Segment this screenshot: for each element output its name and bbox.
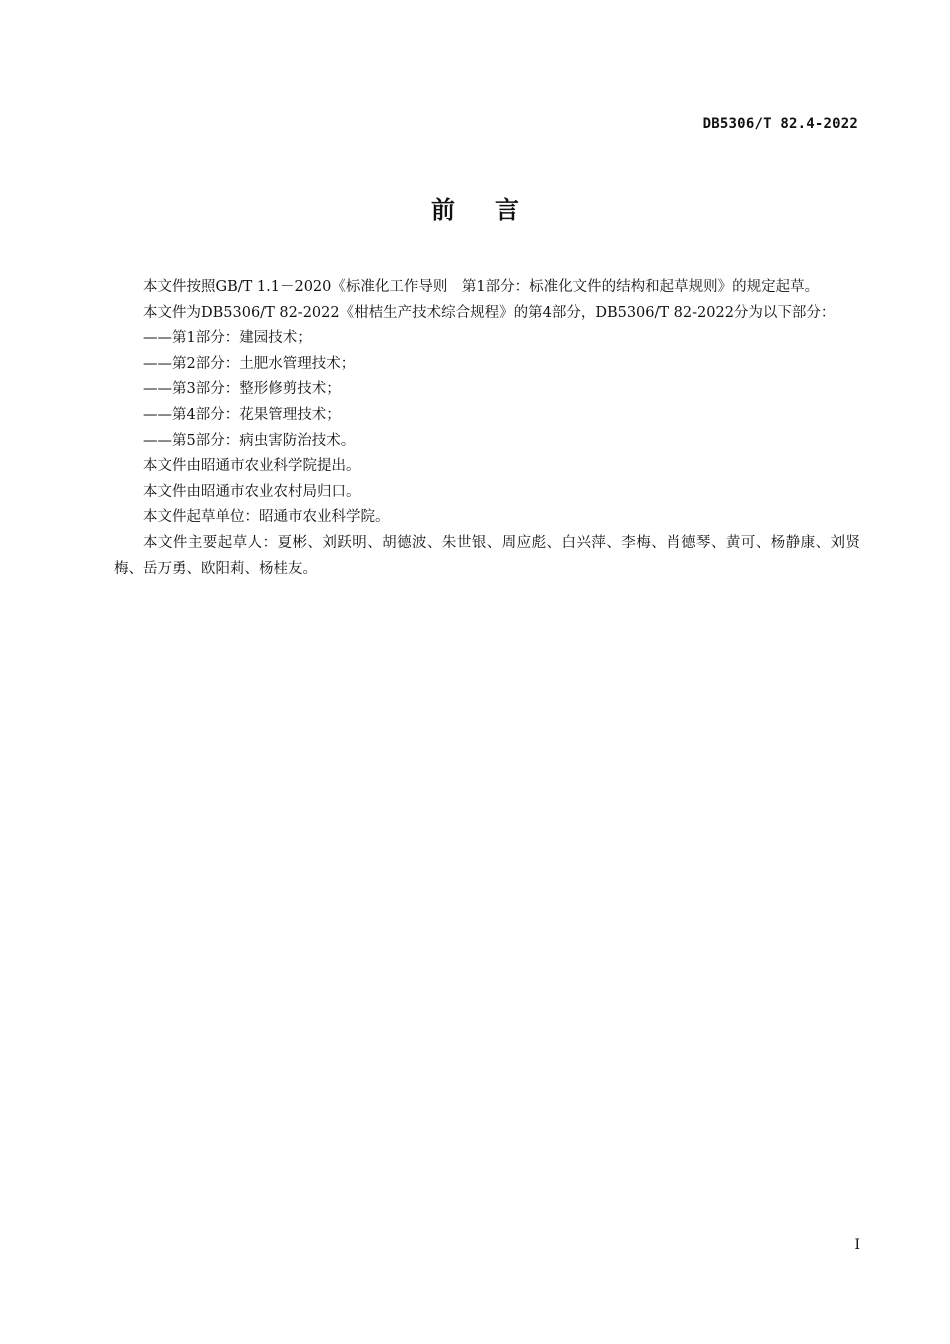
paragraph-drafters: 本文件主要起草人：夏彬、刘跃明、胡德波、朱世银、周应彪、白兴萍、李梅、肖德琴、黄可、杨静康、刘贤梅、岳万勇、欧阳莉、杨桂友。 <box>114 534 860 577</box>
paragraph-series-info: 本文件为DB5306/T 82-2022《柑桔生产技术综合规程》的第4部分，DB5306/T 82-2022分为以下部分： <box>143 304 836 321</box>
paragraph-drafting-unit: 本文件起草单位：昭通市农业科学院。 <box>143 509 390 526</box>
paragraph-administrator: 本文件由昭通市农业农村局归口。 <box>143 483 361 500</box>
paragraph-proposer: 本文件由昭通市农业科学院提出。 <box>143 458 361 475</box>
part-list-item: ——第3部分：整形修剪技术； <box>143 381 341 398</box>
part-list-item: ——第2部分：土肥水管理技术； <box>143 355 356 372</box>
part-list-item: ——第1部分：建园技术； <box>143 330 312 347</box>
document-code: DB5306/T 82.4-2022 <box>702 116 858 132</box>
page-number: I <box>854 1237 860 1253</box>
part-list-item: ——第5部分：病虫害防治技术。 <box>143 432 356 449</box>
page-title: 前言 <box>431 196 559 224</box>
part-list-item: ——第4部分：花果管理技术； <box>143 406 341 423</box>
foreword-body <box>114 275 860 582</box>
paragraph-drafting-basis: 本文件按照GB/T 1.1－2020《标准化工作导则 第1部分：标准化文件的结构和起草规则》的规定起草。 <box>143 279 820 295</box>
